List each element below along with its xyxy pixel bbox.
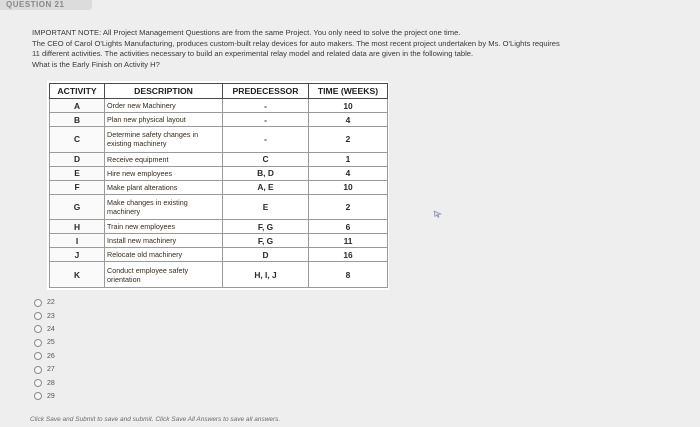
- time-cell: 6: [309, 220, 388, 234]
- answer-option-22[interactable]: [34, 296, 55, 309]
- predecessor-cell: F, G: [223, 234, 309, 248]
- table-row: [50, 99, 388, 113]
- activity-cell: K: [50, 262, 105, 288]
- time-cell: 2: [309, 127, 388, 153]
- radio-button[interactable]: [34, 299, 42, 307]
- time-cell: 1: [309, 152, 388, 166]
- answer-option-25[interactable]: [34, 336, 55, 349]
- predecessor-cell: -: [223, 113, 309, 127]
- description-cell: Order new Machinery: [105, 99, 223, 113]
- question-text: [32, 28, 682, 70]
- question-tab: QUESTION 21: [0, 0, 92, 10]
- mouse-cursor-icon: [433, 208, 443, 218]
- description-cell: Make plant alterations: [105, 180, 223, 194]
- predecessor-cell: C: [223, 152, 309, 166]
- answer-option-label: 23: [47, 312, 55, 320]
- radio-button[interactable]: [34, 325, 42, 333]
- description-cell: Plan new physical layout: [105, 113, 223, 127]
- predecessor-cell: A, E: [223, 180, 309, 194]
- answer-option-24[interactable]: [34, 323, 55, 336]
- table-row: [50, 262, 388, 288]
- answer-option-label: 29: [47, 392, 55, 400]
- activity-table: [49, 83, 388, 288]
- activity-cell: H: [50, 220, 105, 234]
- table-row: [50, 180, 388, 194]
- time-cell: 10: [309, 180, 388, 194]
- table-row: [50, 152, 388, 166]
- note-line: IMPORTANT NOTE: All Project Management Questions are from the same Project. You only need to solve the project one time.: [32, 28, 461, 37]
- header-time: TIME (WEEKS): [309, 84, 388, 99]
- radio-button[interactable]: [34, 379, 42, 387]
- description-cell: Receive equipment: [105, 152, 223, 166]
- answer-option-27[interactable]: [34, 363, 55, 376]
- predecessor-cell: F, G: [223, 220, 309, 234]
- activity-cell: E: [50, 166, 105, 180]
- description-cell: Install new machinery: [105, 234, 223, 248]
- header-description: DESCRIPTION: [105, 84, 223, 99]
- activity-cell: I: [50, 234, 105, 248]
- description-cell: Relocate old machinery: [105, 248, 223, 262]
- answer-option-label: 28: [47, 379, 55, 387]
- time-cell: 4: [309, 166, 388, 180]
- answer-option-29[interactable]: [34, 390, 55, 403]
- answer-option-23[interactable]: [34, 309, 55, 322]
- table-row: [50, 234, 388, 248]
- time-cell: 10: [309, 99, 388, 113]
- activity-cell: J: [50, 248, 105, 262]
- activity-cell: G: [50, 194, 105, 220]
- time-cell: 2: [309, 194, 388, 220]
- activity-cell: A: [50, 99, 105, 113]
- answer-option-label: 24: [47, 325, 55, 333]
- radio-button[interactable]: [34, 392, 42, 400]
- table-row: [50, 127, 388, 153]
- time-cell: 8: [309, 262, 388, 288]
- predecessor-cell: -: [223, 99, 309, 113]
- predecessor-cell: -: [223, 127, 309, 153]
- answer-option-26[interactable]: [34, 350, 55, 363]
- answer-options: [34, 296, 55, 403]
- predecessor-cell: B, D: [223, 166, 309, 180]
- radio-button[interactable]: [34, 312, 42, 320]
- answer-option-label: 25: [47, 339, 55, 347]
- time-cell: 11: [309, 234, 388, 248]
- footer-instructions: Click Save and Submit to save and submit. Click Save All Answers to save all answers.: [30, 416, 281, 423]
- description-cell: Train new employees: [105, 220, 223, 234]
- answer-option-label: 26: [47, 352, 55, 360]
- time-cell: 16: [309, 248, 388, 262]
- table-row: [50, 248, 388, 262]
- table-row: [50, 194, 388, 220]
- note-line: The CEO of Carol O'Lights Manufacturing, produces custom-built relay devices for auto makers. The most recent project undertaken by Ms. O'Lights requires: [32, 38, 560, 48]
- description-cell: Determine safety changes in existing machinery: [105, 127, 223, 153]
- predecessor-cell: D: [223, 248, 309, 262]
- header-activity: ACTIVITY: [50, 84, 105, 99]
- activity-cell: B: [50, 113, 105, 127]
- radio-button[interactable]: [34, 366, 42, 374]
- activity-cell: F: [50, 180, 105, 194]
- description-cell: Conduct employee safety orientation: [105, 262, 223, 288]
- answer-option-label: 22: [47, 299, 55, 307]
- table-row: [50, 113, 388, 127]
- radio-button[interactable]: [34, 339, 42, 347]
- activity-cell: C: [50, 127, 105, 153]
- time-cell: 4: [309, 113, 388, 127]
- answer-option-28[interactable]: [34, 376, 55, 389]
- predecessor-cell: H, I, J: [223, 262, 309, 288]
- header-predecessor: PREDECESSOR: [223, 84, 309, 99]
- activity-cell: D: [50, 152, 105, 166]
- note-line: What is the Early Finish on Activity H?: [32, 59, 160, 69]
- note-line: 11 different activities. The activities necessary to build an experimental relay model and related data are given in the following table.: [32, 49, 474, 58]
- table-row: [50, 220, 388, 234]
- activity-table-image: [47, 81, 389, 290]
- predecessor-cell: E: [223, 194, 309, 220]
- description-cell: Hire new employees: [105, 166, 223, 180]
- radio-button[interactable]: [34, 352, 42, 360]
- description-cell: Make changes in existing machinery: [105, 194, 223, 220]
- answer-option-label: 27: [47, 366, 55, 374]
- table-header-row: [50, 84, 388, 99]
- table-row: [50, 166, 388, 180]
